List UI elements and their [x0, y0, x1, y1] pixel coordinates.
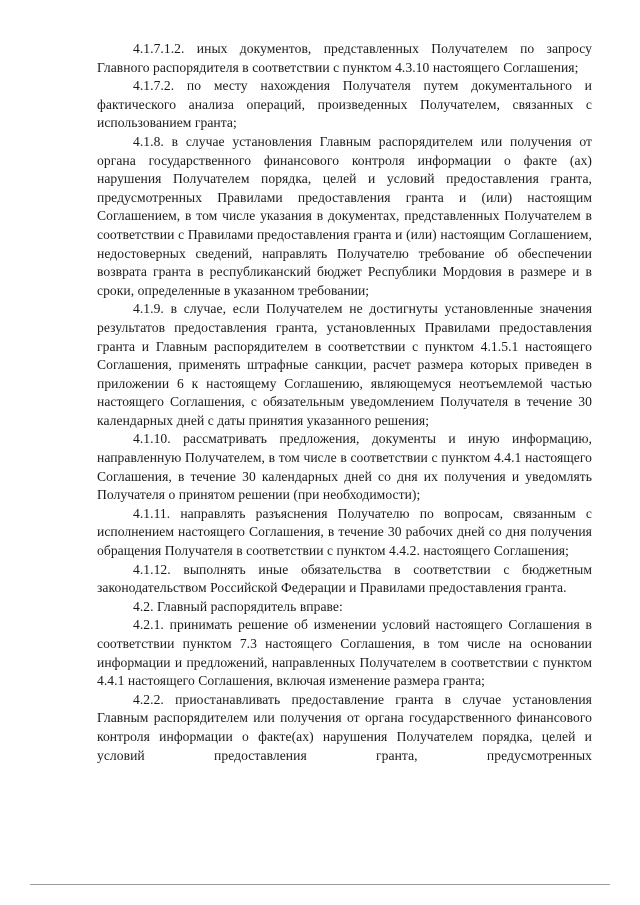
paragraph-4-1-7-1-2: 4.1.7.1.2. иных документов, представленных Получателем по запросу Главного распорядителя в соответствии с пунктом 4.3.10 настоящего Соглашения; [97, 41, 592, 75]
paragraph-4-2-1: 4.2.1. принимать решение об изменении условий настоящего Соглашения в соответствии пунктом 7.3 настоящего Соглашения, в том числе на основании информации и предложений, направленных Получателем в соответствии с пунктом 4.4.1 настоящего Соглашения, включая изменение размера гранта; [97, 617, 592, 689]
paragraph-4-1-8: 4.1.8. в случае установления Главным распорядителем или получения от органа государственного финансового контроля информации о факте (ах) нарушения Получателем порядка, целей и условий предоставления гранта, предусмотренных Правилами предоставления гранта и (или) настоящим Соглашением, в том числе указания в документах, представленных Получателем в соответствии с Правилами предоставления гранта и (или) настоящим Соглашением, недостоверных сведений, направлять Получателю требование об обеспечении возврата гранта в республиканский бюджет Республики Мордовия в размере и в сроки, определенные в указанном требовании; [97, 133, 592, 298]
paragraph-4-1-12: 4.1.12. выполнять иные обязательства в соответствии с бюджетным законодательством Российской Федерации и Правилами предоставления гранта. [97, 561, 592, 596]
paragraph-4-1-9: 4.1.9. в случае, если Получателем не достигнуты установленные значения результатов предоставления гранта, установленных Правилами предоставления гранта и Главным распорядителем в соответствии с пунктом 4.1.5.1 настоящего Соглашения, применять штрафные санкции, расчет размера которых приведен в приложении 6 к настоящему Соглашению, являющемуся неотъемлемой частью настоящего Соглашения, с обязательным уведомлением Получателя в течение 30 календарных дней с даты принятия указанного решения; [97, 301, 592, 428]
paragraph-4-1-10: 4.1.10. рассматривать предложения, документы и иную информацию, направленную Получателем, в том числе в соответствии с пунктом 4.4.1 настоящего Соглашения, в течение 30 календарных дней со дня их получения и уведомлять Получателя о принятом решении (при необходимости); [97, 431, 592, 503]
footer-divider [30, 884, 610, 885]
paragraph-4-1-7-2: 4.1.7.2. по месту нахождения Получателя путем документального и фактического анализа операций, произведенных Получателем, связанных с использованием гранта; [97, 78, 592, 131]
paragraph-4-1-11: 4.1.11. направлять разъяснения Получателю по вопросам, связанным с исполнением настоящего Соглашения, в течение 30 рабочих дней со дня получения обращения Получателя в соответствии с пунктом 4.4.2. настоящего Соглашения; [97, 505, 592, 559]
document-page [97, 40, 592, 870]
paragraph-4-2: 4.2. Главный распорядитель вправе: [133, 598, 343, 614]
paragraph-4-2-2: 4.2.2. приостанавливать предоставление гранта в случае установления Главным распорядителем или получения от органа государственного финансового контроля информации о факте(ах) нарушения Получателем порядка, целей и условий предоставления гранта, предусмотренных [97, 691, 592, 763]
